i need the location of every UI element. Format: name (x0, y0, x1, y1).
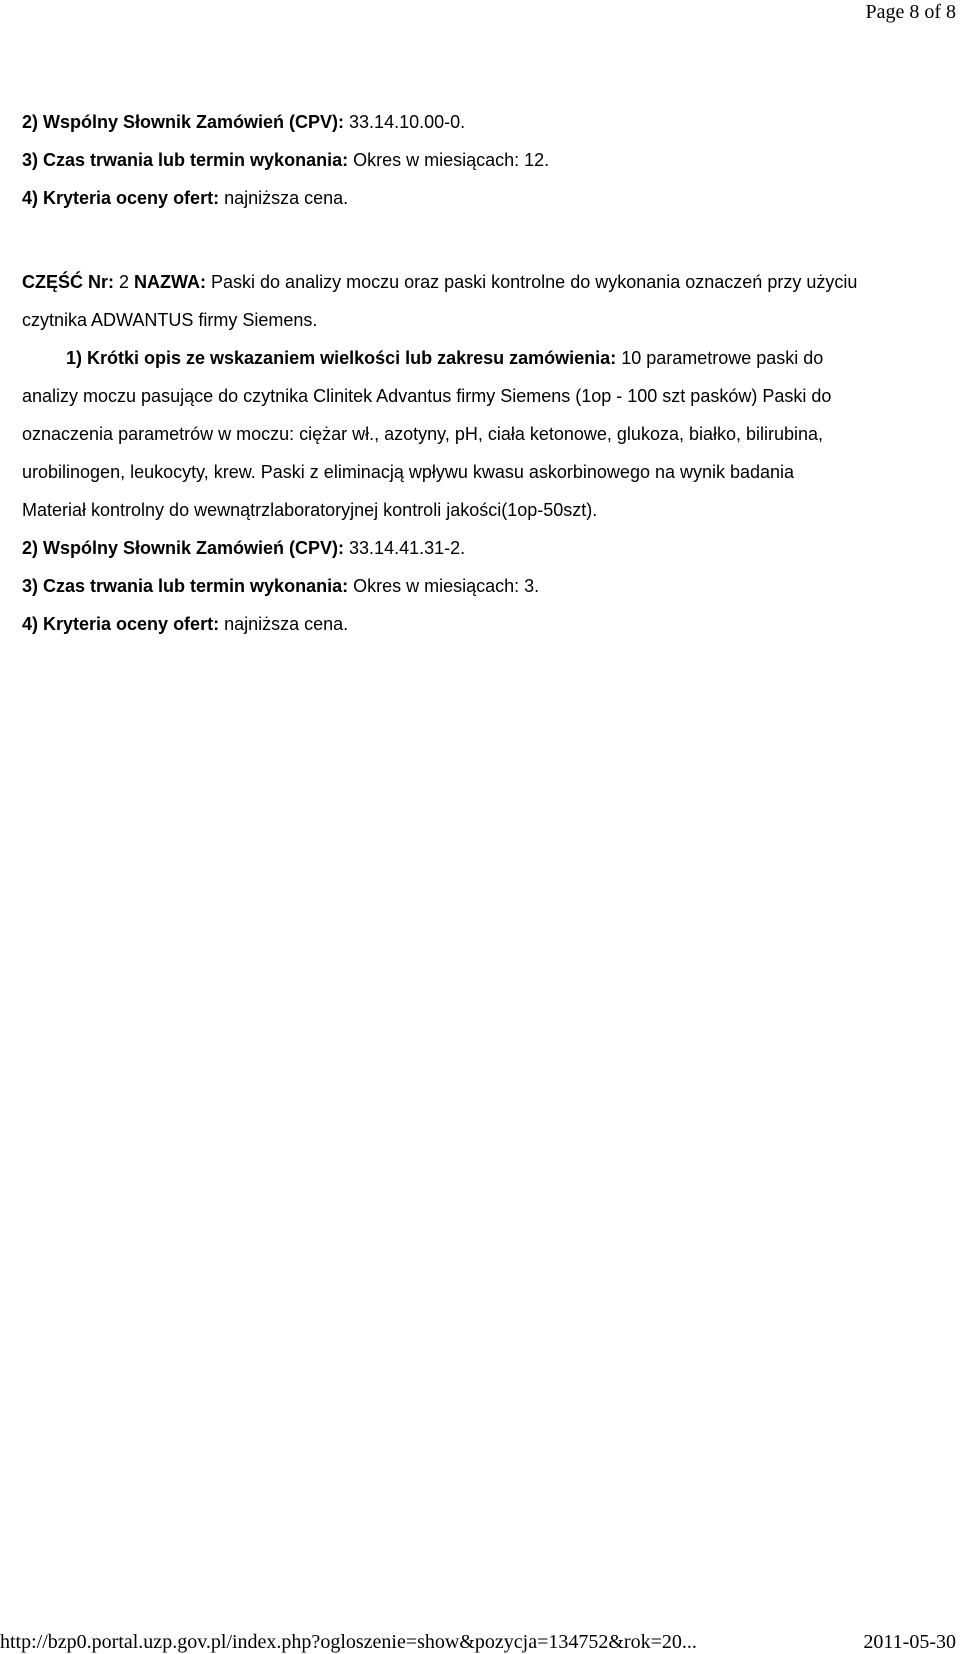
duration-line-prev (22, 141, 942, 179)
duration-value: Okres w miesiącach: 12. (348, 150, 550, 170)
part-label: CZĘŚĆ Nr: (22, 272, 115, 292)
criteria-value: najniższa cena. (219, 188, 349, 208)
part-name-value: Paski do analizy moczu oraz paski kontrolne do wykonania oznaczeń przy użyciu (206, 272, 858, 292)
part-name-value-cont: czytnika ADWANTUS firmy Siemens. (22, 310, 318, 330)
page-number-label: Page 8 of 8 (865, 1, 956, 23)
document-content (22, 103, 942, 643)
description-line-1 (22, 339, 942, 377)
criteria-value: najniższa cena. (219, 614, 349, 634)
description-line-2 (22, 377, 942, 415)
part-name-continued (22, 301, 942, 339)
cpv-line (22, 529, 942, 567)
duration-label: 3) Czas trwania lub termin wykonania: (22, 150, 349, 170)
duration-line (22, 567, 942, 605)
description-text: urobilinogen, leukocyty, krew. Paski z eliminacją wpływu kwasu askorbinowego na wynik badania (22, 462, 795, 482)
criteria-label: 4) Kryteria oceny ofert: (22, 614, 220, 634)
section-spacer (22, 217, 942, 263)
part-name-label: NAZWA: (134, 272, 207, 292)
page-number (865, 0, 960, 24)
cpv-value: 33.14.41.31-2. (344, 538, 466, 558)
cpv-label: 2) Wspólny Słownik Zamówień (CPV): (22, 538, 345, 558)
description-line-4 (22, 453, 942, 491)
duration-label: 3) Czas trwania lub termin wykonania: (22, 576, 349, 596)
description-line-5 (22, 491, 942, 529)
criteria-line-prev (22, 179, 942, 217)
footer-url: http://bzp0.portal.uzp.gov.pl/index.php?ogloszenie=show&pozycja=134752&rok=20... (0, 1631, 697, 1653)
duration-value: Okres w miesiącach: 3. (348, 576, 540, 596)
description-label: 1) Krótki opis ze wskazaniem wielkości lub zakresu zamówienia: (66, 348, 617, 368)
description-line-3 (22, 415, 942, 453)
part-number: 2 (114, 272, 135, 292)
criteria-line (22, 605, 942, 643)
description-text: oznaczenia parametrów w moczu: ciężar wł., azotyny, pH, ciała ketonowe, glukoza, białko, bilirubina, (22, 424, 824, 444)
description-value: 10 parametrowe paski do (616, 348, 824, 368)
page-footer (0, 1630, 960, 1654)
cpv-value: 33.14.10.00-0. (344, 112, 466, 132)
footer-date: 2011-05-30 (863, 1631, 956, 1653)
cpv-line-prev (22, 103, 942, 141)
description-text: Materiał kontrolny do wewnątrzlaboratoryjnej kontroli jakości(1op-50szt). (22, 500, 598, 520)
criteria-label: 4) Kryteria oceny ofert: (22, 188, 220, 208)
part-heading-line (22, 263, 942, 301)
description-text: analizy moczu pasujące do czytnika Clinitek Advantus firmy Siemens (1op - 100 szt pasków) Paski do (22, 386, 832, 406)
cpv-label: 2) Wspólny Słownik Zamówień (CPV): (22, 112, 345, 132)
